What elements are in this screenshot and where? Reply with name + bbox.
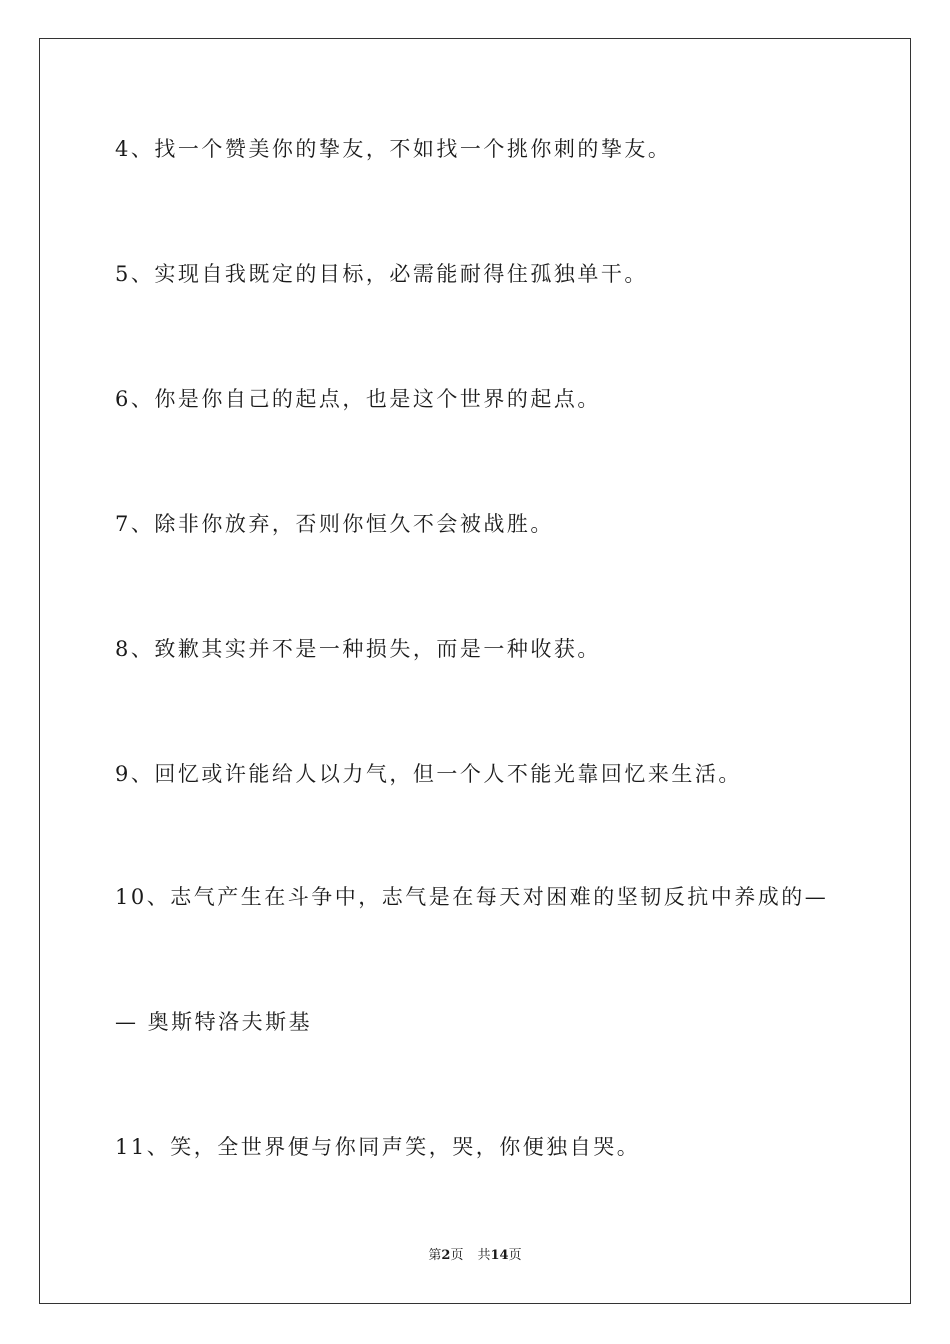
quote-attribution: — 奥斯特洛夫斯基 — [115, 1010, 313, 1034]
total-pages-number: 14 — [490, 1248, 509, 1263]
current-page-number: 2 — [441, 1248, 451, 1263]
page-label-suffix: 页 — [450, 1248, 464, 1263]
quote-line-5: 5、实现自我既定的目标，必需能耐得住孤独单干。 — [115, 262, 648, 286]
quote-line-9: 9、回忆或许能给人以力气，但一个人不能光靠回忆来生活。 — [115, 762, 742, 786]
quote-line-6: 6、你是你自己的起点，也是这个世界的起点。 — [115, 387, 601, 411]
page-footer — [0, 1249, 950, 1262]
quote-line-8: 8、致歉其实并不是一种损失，而是一种收获。 — [115, 637, 601, 661]
page-label-prefix: 第 — [428, 1248, 442, 1263]
total-label-suffix: 页 — [508, 1248, 522, 1263]
total-label-prefix: 共 — [477, 1248, 491, 1263]
quote-line-4: 4、找一个赞美你的挚友，不如找一个挑你刺的挚友。 — [115, 137, 672, 161]
page-border — [39, 38, 911, 1304]
quote-line-10: 10、志气产生在斗争中，志气是在每天对困难的坚韧反抗中养成的— — [115, 885, 829, 909]
quote-line-7: 7、除非你放弃，否则你恒久不会被战胜。 — [115, 512, 554, 536]
quote-line-11: 11、笑，全世界便与你同声笑，哭，你便独自哭。 — [115, 1135, 641, 1159]
